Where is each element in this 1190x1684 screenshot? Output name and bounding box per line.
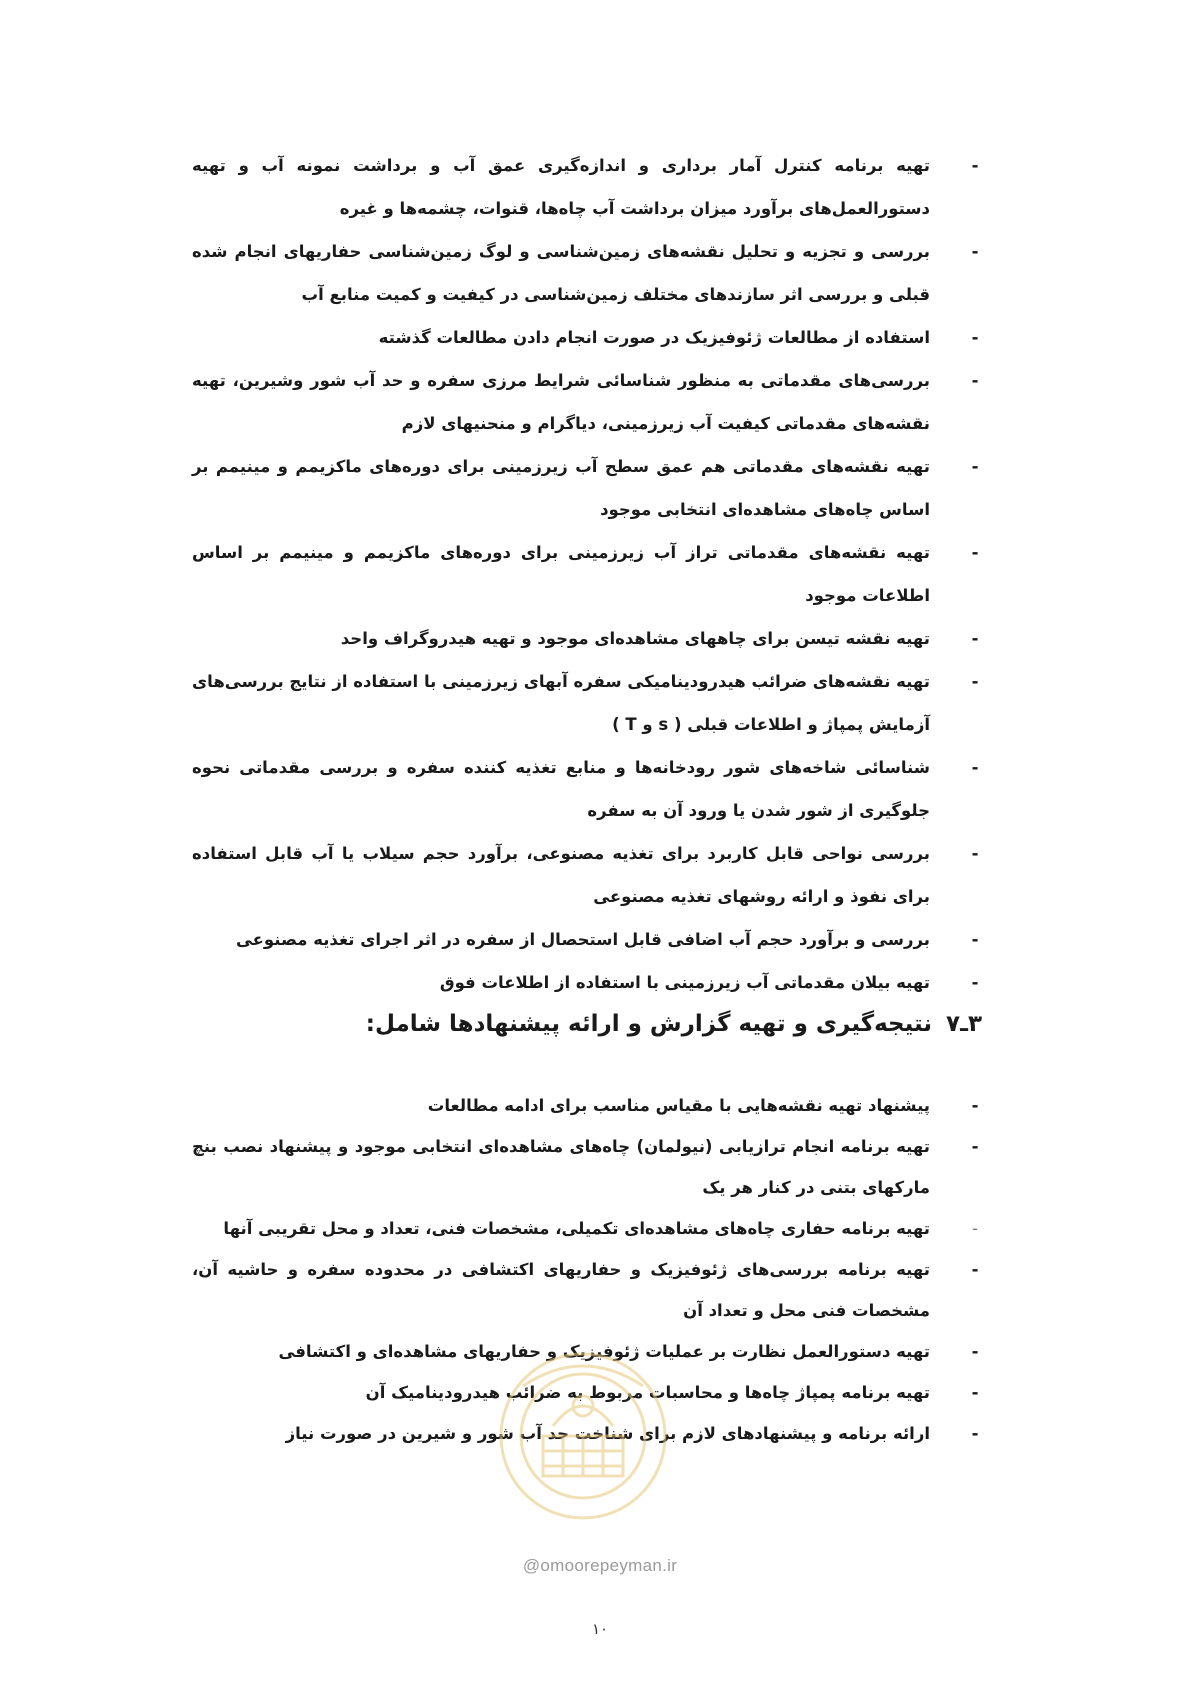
list-marker: -	[971, 629, 979, 648]
list-marker: -	[971, 930, 979, 949]
list-marker: -	[971, 758, 979, 777]
list-marker: -	[971, 1383, 979, 1402]
list-marker: -	[971, 1342, 979, 1361]
list-marker: -	[971, 1260, 979, 1279]
list-marker: -	[971, 973, 979, 992]
list-item: - شناسائی شاخه‌های شور رودخانه‌ها و منابع تغذیه کننده سفره و بررسی مقدماتی نحوه جلوگیری از شور شدن یا ورود آن به سفره	[192, 746, 982, 832]
list-marker: -	[971, 543, 979, 562]
list-item: - تهیه نقشه‌های مقدماتی تراز آب زیرزمینی برای دوره‌های ماکزیمم و مینیمم بر اساس اطلاعات موجود	[192, 531, 982, 617]
list-item: - بررسی نواحی قابل کاربرد برای تغذیه مصنوعی، برآورد حجم سیلاب یا آب قابل استفاده برای نفوذ و ارائه روشهای تغذیه مصنوعی	[192, 832, 982, 918]
list-item: - تهیه بیلان مقدماتی آب زیرزمینی با استفاده از اطلاعات فوق	[192, 961, 982, 1004]
list-item: - پیشنهاد تهیه نقشه‌هایی با مقیاس مناسب برای ادامه مطالعات	[192, 1085, 982, 1126]
list-item: - استفاده از مطالعات ژئوفیزیک در صورت انجام دادن مطالعات گذشته	[192, 316, 982, 359]
list-item: - تهیه برنامه انجام ترازیابی (نیولمان) چاه‌های مشاهده‌ای انتخابی موجود و پیشنهاد نصب بنچ مارکهای بتنی در کنار هر یک	[192, 1126, 982, 1208]
list-item: - تهیه برنامه بررسی‌های ژئوفیزیک و حفاریهای اکتشافی در محدوده سفره و حاشیه آن، مشخصات فنی محل و تعداد آن	[192, 1249, 982, 1331]
list-marker: -	[971, 844, 979, 863]
list-item: - تهیه برنامه کنترل آمار برداری و اندازه‌گیری عمق آب و برداشت نمونه آب و تهیه دستورالعمل‌های برآورد میزان برداشت آب چاه‌ها، قنوات، چشمه‌ها و غیره	[192, 144, 982, 230]
watermark-url: @omoorepeyman.ir	[522, 1556, 678, 1575]
list-item: - بررسی و تجزیه و تحلیل نقشه‌های زمین‌شناسی و لوگ زمین‌شناسی حفاریهای انجام شده قبلی و بررسی اثر سازندهای مختلف زمین‌شناسی در کیفیت و کمیت منابع آب	[192, 230, 982, 316]
list-marker: -	[971, 242, 979, 261]
list-item: - تهیه نقشه تیسن برای چاههای مشاهده‌ای موجود و تهیه هیدروگراف واحد	[192, 617, 982, 660]
list-marker: -	[971, 457, 979, 476]
list-item: - بررسی و برآورد حجم آب اضافی قابل استحصال از سفره در اثر اجرای تغذیه مصنوعی	[192, 918, 982, 961]
list-marker: -	[971, 1424, 979, 1443]
list-marker: -	[971, 1137, 979, 1156]
list-marker: -	[972, 1219, 978, 1238]
page-number: ۱۰	[591, 1620, 609, 1638]
list-item: - ارائه برنامه و پیشنهادهای لازم برای شناخت حد آب شور و شیرین در صورت نیاز	[192, 1413, 982, 1454]
list-item: - تهیه برنامه حفاری چاه‌های مشاهده‌ای تکمیلی، مشخصات فنی، تعداد و محل تقریبی آنها	[192, 1208, 982, 1249]
list-marker: -	[971, 156, 979, 175]
watermark-seal-icon	[483, 1326, 683, 1566]
list-marker: -	[971, 371, 979, 390]
section-title: نتیجه‌گیری و تهیه گزارش و ارائه پیشنهادها شامل:	[365, 1011, 933, 1037]
list-item: - تهیه نقشه‌های ضرائب هیدرودینامیکی سفره آبهای زیرزمینی با استفاده از نتایج بررسی‌های آزمایش پمپاژ و اطلاعات قبلی ( s و T )	[192, 660, 982, 746]
list-marker: -	[971, 1096, 979, 1115]
list-marker: -	[971, 328, 979, 347]
list-item: - تهیه نقشه‌های مقدماتی هم عمق سطح آب زیرزمینی برای دوره‌های ماکزیمم و مینیمم بر اساس چاه‌های مشاهده‌ای انتخابی موجود	[192, 445, 982, 531]
list-marker: -	[971, 672, 979, 691]
list-item: - تهیه برنامه پمپاژ چاه‌ها و محاسبات مربوط به ضرائب هیدرودینامیک آن	[192, 1372, 982, 1413]
section-heading	[192, 1006, 982, 1042]
list-item: - بررسی‌های مقدماتی به منظور شناسائی شرایط مرزی سفره و حد آب شور وشیرین، تهیه نقشه‌های مقدماتی کیفیت آب زیرزمینی، دیاگرام و منحنیهای لازم	[192, 359, 982, 445]
section-number: ۳ـ۷	[946, 1011, 982, 1037]
requirements-list-one	[192, 144, 982, 1004]
list-item: - تهیه دستورالعمل نظارت بر عملیات ژئوفیزیک و حفاریهای مشاهده‌ای و اکتشافی	[192, 1331, 982, 1372]
